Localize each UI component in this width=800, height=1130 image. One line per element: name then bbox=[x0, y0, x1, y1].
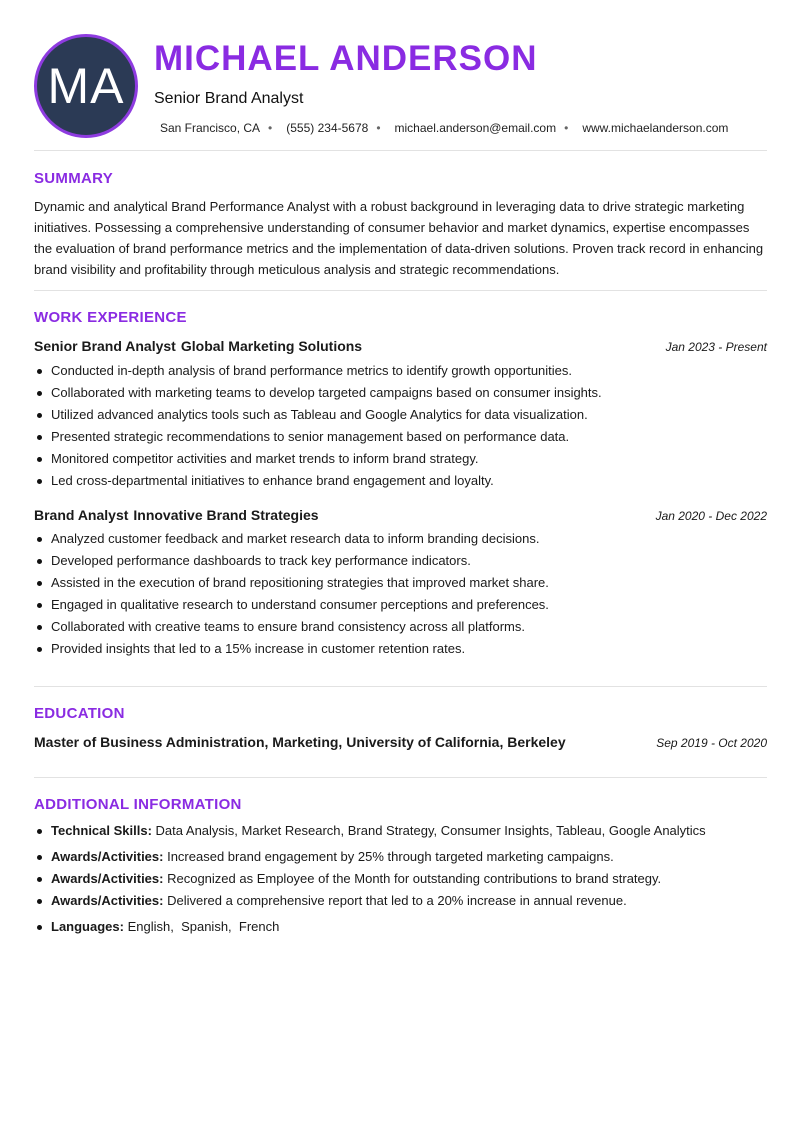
list-item bbox=[34, 916, 767, 938]
item-text: Increased brand engagement by 25% through targeted marketing campaigns. bbox=[167, 849, 614, 864]
job-bullets bbox=[34, 360, 767, 492]
list-item: Presented strategic recommendations to senior management based on performance data. bbox=[34, 426, 767, 448]
contact-email[interactable]: michael.anderson@email.com bbox=[394, 121, 557, 135]
list-item bbox=[34, 868, 767, 890]
job-date: Jan 2023 - Present bbox=[665, 340, 767, 354]
divider bbox=[34, 686, 767, 687]
separator-dot: • bbox=[564, 121, 569, 135]
job-company: Global Marketing Solutions bbox=[180, 338, 363, 354]
section-title-additional: ADDITIONAL INFORMATION bbox=[34, 796, 242, 813]
list-item: Provided insights that led to a 15% increase in customer retention rates. bbox=[34, 638, 767, 660]
item-label: Awards/Activities: bbox=[51, 871, 164, 886]
contact-location: San Francisco, CA bbox=[160, 121, 261, 135]
avatar-initials: MA bbox=[47, 58, 125, 114]
list-item bbox=[34, 890, 767, 912]
job-date: Jan 2020 - Dec 2022 bbox=[655, 509, 767, 523]
item-label: Awards/Activities: bbox=[51, 849, 164, 864]
job-title bbox=[34, 507, 319, 523]
item-label: Awards/Activities: bbox=[51, 893, 164, 908]
list-item: Assisted in the execution of brand repositioning strategies that improved market share. bbox=[34, 572, 767, 594]
section-title-summary: SUMMARY bbox=[34, 170, 114, 187]
job-company: Innovative Brand Strategies bbox=[133, 507, 319, 523]
list-item: Led cross-departmental initiatives to enhance brand engagement and loyalty. bbox=[34, 470, 767, 492]
candidate-role: Senior Brand Analyst bbox=[154, 90, 304, 107]
summary-text: Dynamic and analytical Brand Performance Analyst with a robust background in leveraging data to drive strategic marketing initiatives. Possessing a comprehensive understanding of consumer behavior and market dynamics, expertise encompasses the evaluation of brand performance metrics and the implementation of data-driven solutions. Proven track record in enhancing brand visibility and profitability through meticulous analysis and strategic recommendations. bbox=[34, 199, 764, 277]
item-text: English, Spanish, French bbox=[127, 919, 280, 934]
contact-line bbox=[160, 121, 728, 135]
candidate-name: MICHAEL ANDERSON bbox=[154, 39, 538, 78]
divider bbox=[34, 777, 767, 778]
list-item bbox=[34, 820, 767, 842]
list-item bbox=[34, 846, 767, 868]
list-item: Collaborated with marketing teams to develop targeted campaigns based on consumer insights. bbox=[34, 382, 767, 404]
contact-phone: (555) 234-5678 bbox=[286, 121, 369, 135]
list-item: Conducted in-depth analysis of brand performance metrics to identify growth opportunities. bbox=[34, 360, 767, 382]
divider bbox=[34, 150, 767, 151]
item-text: Recognized as Employee of the Month for outstanding contributions to brand strategy. bbox=[167, 871, 662, 886]
item-text: Data Analysis, Market Research, Brand Strategy, Consumer Insights, Tableau, Google Analytics bbox=[155, 823, 706, 838]
job-header bbox=[34, 507, 767, 525]
section-title-education: EDUCATION bbox=[34, 705, 125, 722]
avatar bbox=[34, 34, 138, 138]
job-role: Brand Analyst bbox=[34, 507, 129, 523]
list-item: Analyzed customer feedback and market research data to inform branding decisions. bbox=[34, 528, 767, 550]
job-bullets bbox=[34, 528, 767, 660]
additional-list bbox=[34, 820, 767, 938]
education-entry bbox=[34, 734, 767, 752]
contact-website[interactable]: www.michaelanderson.com bbox=[582, 121, 729, 135]
section-title-experience: WORK EXPERIENCE bbox=[34, 309, 187, 326]
list-item: Utilized advanced analytics tools such as Tableau and Google Analytics for data visualization. bbox=[34, 404, 767, 426]
education-degree: Master of Business Administration, Marketing, University of California, Berkeley bbox=[34, 734, 566, 750]
separator-dot: • bbox=[376, 121, 381, 135]
job-title bbox=[34, 338, 362, 354]
education-date: Sep 2019 - Oct 2020 bbox=[656, 736, 767, 750]
job-role: Senior Brand Analyst bbox=[34, 338, 176, 354]
list-item: Engaged in qualitative research to understand consumer perceptions and preferences. bbox=[34, 594, 767, 616]
item-text: Delivered a comprehensive report that led to a 20% increase in annual revenue. bbox=[167, 893, 627, 908]
item-label: Technical Skills: bbox=[51, 823, 152, 838]
resume-header bbox=[34, 34, 767, 138]
list-item: Developed performance dashboards to track key performance indicators. bbox=[34, 550, 767, 572]
item-label: Languages: bbox=[51, 919, 124, 934]
divider bbox=[34, 290, 767, 291]
job-header bbox=[34, 338, 767, 356]
list-item: Monitored competitor activities and market trends to inform brand strategy. bbox=[34, 448, 767, 470]
separator-dot: • bbox=[268, 121, 273, 135]
list-item: Collaborated with creative teams to ensure brand consistency across all platforms. bbox=[34, 616, 767, 638]
